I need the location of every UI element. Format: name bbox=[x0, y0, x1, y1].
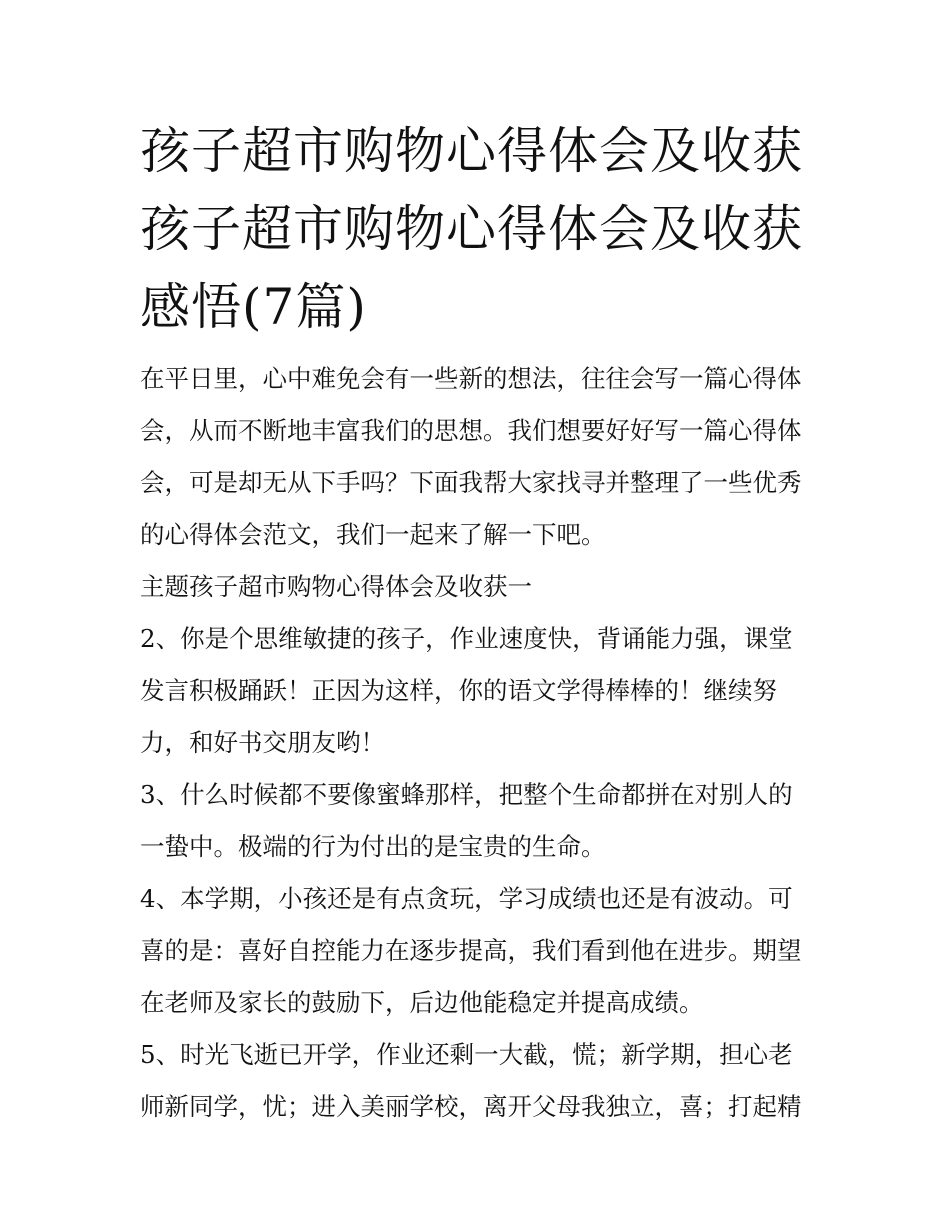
text-line: 2、你是个思维敏捷的孩子，作业速度快，背诵能力强，课堂 bbox=[140, 624, 793, 653]
title-line: 孩子超市购物心得体会及收获 bbox=[140, 200, 803, 258]
intro-paragraph bbox=[140, 353, 820, 561]
title-line: 孩子超市购物心得体会及收获 bbox=[140, 122, 803, 180]
title-line: 感悟(7篇) bbox=[140, 278, 367, 336]
text-line: 会，从而不断地丰富我们的思想。我们想要好好写一篇心得体 bbox=[140, 416, 802, 445]
item-paragraph bbox=[140, 769, 820, 873]
text-line: 发言积极踊跃！正因为这样，你的语文学得棒棒的！继续努 bbox=[140, 676, 777, 705]
item-paragraph bbox=[140, 1029, 820, 1133]
text-line: 的心得体会范文，我们一起来了解一下吧。 bbox=[140, 520, 606, 549]
text-line: 力，和好书交朋友哟！ bbox=[140, 728, 385, 757]
text-line: 主题孩子超市购物心得体会及收获一 bbox=[140, 572, 532, 601]
text-line: 5、时光飞逝已开学，作业还剩一大截，慌；新学期，担心老 bbox=[140, 1040, 793, 1069]
text-line: 4、本学期，小孩还是有点贪玩，学习成绩也还是有波动。可 bbox=[140, 884, 793, 913]
text-line: 在平日里，心中难免会有一些新的想法，往往会写一篇心得体 bbox=[140, 364, 802, 393]
text-line: 3、什么时候都不要像蜜蜂那样，把整个生命都拼在对别人的 bbox=[140, 780, 793, 809]
document-title bbox=[140, 112, 820, 346]
item-paragraph bbox=[140, 613, 820, 769]
text-line: 喜的是：喜好自控能力在逐步提高，我们看到他在进步。期望 bbox=[140, 936, 802, 965]
item-paragraph bbox=[140, 873, 820, 1029]
text-line: 在老师及家长的鼓励下，后边他能稳定并提高成绩。 bbox=[140, 988, 704, 1017]
section-heading bbox=[140, 561, 820, 613]
document-body bbox=[140, 353, 820, 1133]
text-line: 一蛰中。极端的行为付出的是宝贵的生命。 bbox=[140, 832, 606, 861]
text-line: 会，可是却无从下手吗？下面我帮大家找寻并整理了一些优秀 bbox=[140, 468, 802, 497]
text-line: 师新同学，忧；进入美丽学校，离开父母我独立，喜；打起精 bbox=[140, 1092, 802, 1121]
